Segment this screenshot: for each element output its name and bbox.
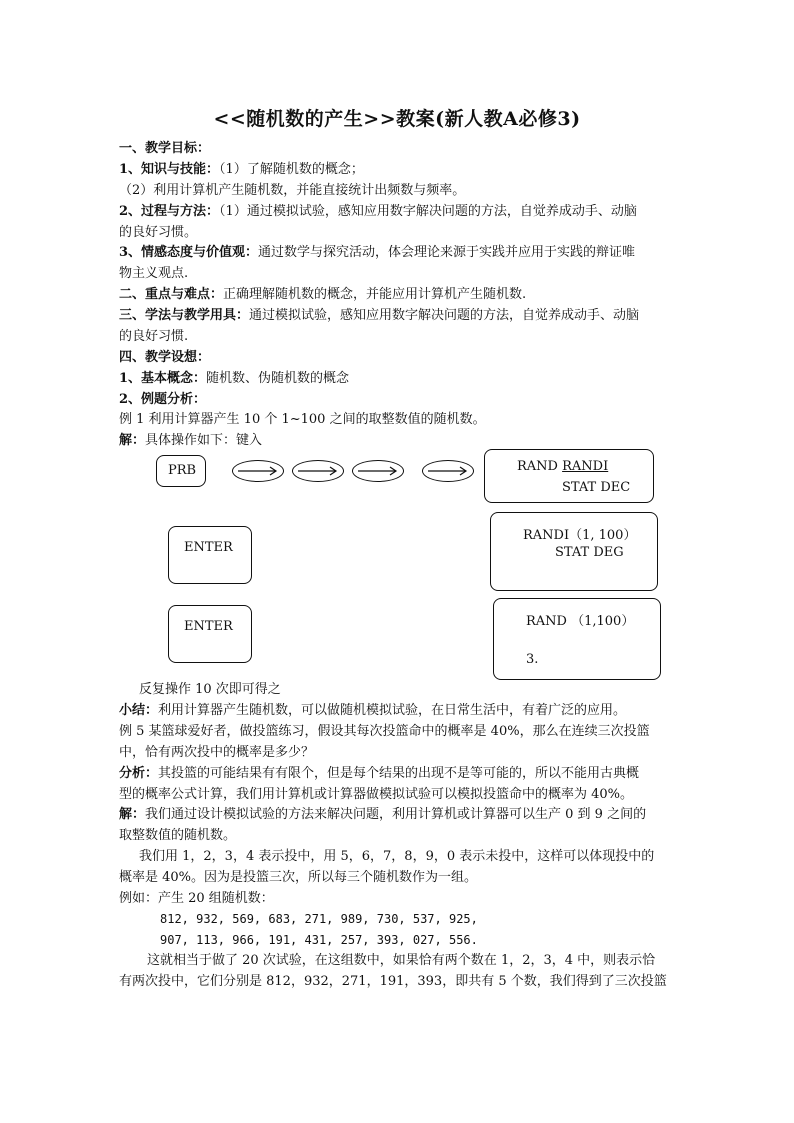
arrow-right-icon [352,460,404,482]
paragraph-line: 概率是 40%。因为是投篮三次，所以每三个随机数作为一组。 [119,870,478,885]
paragraph-example-random: 例如：产生 20 组随机数： [119,891,274,906]
screen-1-line-2: STAT DEC [562,480,631,495]
paragraph-line: 的良好习惯. [119,329,189,344]
screen-3-line-1: RAND （1,100） [526,614,635,629]
label-emotion: 3、情感态度与价值观： [119,245,259,260]
solution-1 [119,432,679,449]
text-concepts: 随机数、伪随机数的概念 [206,371,350,386]
text-knowledge: （1）了解随机数的概念； [219,162,364,177]
paragraph-summary [119,702,679,719]
enter-key-1 [168,526,252,584]
prb-key [156,455,206,487]
paragraph-tools [119,307,679,324]
label-key-points: 二、重点与难点： [119,287,224,302]
text-summary: 利用计算器产生随机数，可以做随机模拟试验，在日常生活中，有着广泛的应用。 [158,703,627,718]
paragraph-line: 取整数值的随机数。 [119,828,237,843]
screen-1-randi: RANDI [562,459,609,474]
calculator-screen-2 [490,512,658,591]
text-solution-5: 我们通过设计模拟试验的方法来解决问题，利用计算机或计算器可以生产 0 到 9 之间的 [145,807,647,822]
document-title: <<随机数的产生>>教案(新人教A必修3) [213,108,581,130]
text-key-points: 正确理解随机数的概念，并能应用计算机产生随机数. [223,287,527,302]
calculator-screen-3 [493,598,661,680]
paragraph-knowledge [119,161,679,178]
paragraph-line: 有两次投中，它们分别是 812，932，271，191，393，即共有 5 个数，我们得到了三次投篮 [119,974,667,989]
paragraph-process [119,203,679,220]
paragraph-line: 中，恰有两次投中的概率是多少？ [119,745,315,760]
arrow-right-icon [422,460,474,482]
paragraph-analysis [119,765,679,782]
paragraph-repeat: 反复操作 10 次即可得之 [139,682,281,697]
text-solution: 具体操作如下：键入 [145,433,263,448]
paragraph-line: 物主义观点. [119,266,189,281]
paragraph-line: 的良好习惯。 [119,225,198,240]
screen-3-line-2: 3. [526,652,539,667]
paragraph-line: 型的概率公式计算，我们用计算机或计算器做模拟试验可以模拟投篮命中的概率为 40%。 [119,787,634,802]
section-heading-objectives: 一、教学目标： [119,141,211,156]
example-1: 例 1 利用计算器产生 10 个 1~100 之间的取整数值的随机数。 [119,412,486,427]
label-solution-5: 解： [119,807,146,822]
paragraph-key-points [119,286,679,303]
label-summary: 小结： [119,703,159,718]
label-tools: 三、学法与教学用具： [119,308,250,323]
paragraph-solution-5 [119,806,679,823]
text-analysis: 其投篮的可能结果有有限个，但是每个结果的出现不是等可能的，所以不能用古典概 [158,766,640,781]
calculator-screen-1 [484,449,654,503]
text-process: （1）通过模拟试验，感知应用数字解决问题的方法，自觉养成动手、动脑 [219,204,637,219]
section-heading-design: 四、教学设想： [119,350,211,365]
enter-key-2 [168,605,252,663]
enter-key-2-label: ENTER [184,619,233,634]
paragraph-line: （2）利用计算机产生随机数，并能直接统计出频数与频率。 [119,183,466,198]
screen-2-line-1: RANDI（1, 100） [523,528,637,543]
screen-1-line-1: RAND RANDI [517,459,609,474]
label-process: 2、过程与方法： [119,204,220,219]
section-heading-examples: 2、例题分析： [119,392,207,407]
arrow-right-icon [232,460,284,482]
label-concepts: 1、基本概念： [119,371,207,386]
label-knowledge: 1、知识与技能： [119,162,220,177]
random-numbers-row-1: 812, 932, 569, 683, 271, 989, 730, 537, 925, [160,912,478,926]
text-emotion: 通过数学与探究活动，体会理论来源于实践并应用于实践的辩证唯 [258,245,636,260]
paragraph-conclusion: 这就相当于做了 20 次试验，在这组数中，如果恰有两个数在 1，2，3，4 中，则表示恰 [147,953,656,968]
random-numbers-row-2: 907, 113, 966, 191, 431, 257, 393, 027, 556. [160,933,478,947]
paragraph-emotion [119,244,679,261]
enter-key-1-label: ENTER [184,540,233,555]
prb-key-label: PRB [168,463,197,478]
screen-2-line-2: STAT DEG [555,545,624,560]
label-analysis: 分析： [119,766,159,781]
label-solution: 解： [119,433,146,448]
paragraph-encoding: 我们用 1，2，3，4 表示投中，用 5，6，7，8，9，0 表示未投中，这样可以体现投中的 [139,849,655,864]
paragraph-concepts [119,370,679,387]
text-tools: 通过模拟试验，感知应用数字解决问题的方法，自觉养成动手、动脑 [249,308,640,323]
arrow-right-icon [292,460,344,482]
example-5: 例 5 某篮球爱好者，做投篮练习，假设其每次投篮命中的概率是 40%，那么在连续三次投篮 [119,724,650,739]
